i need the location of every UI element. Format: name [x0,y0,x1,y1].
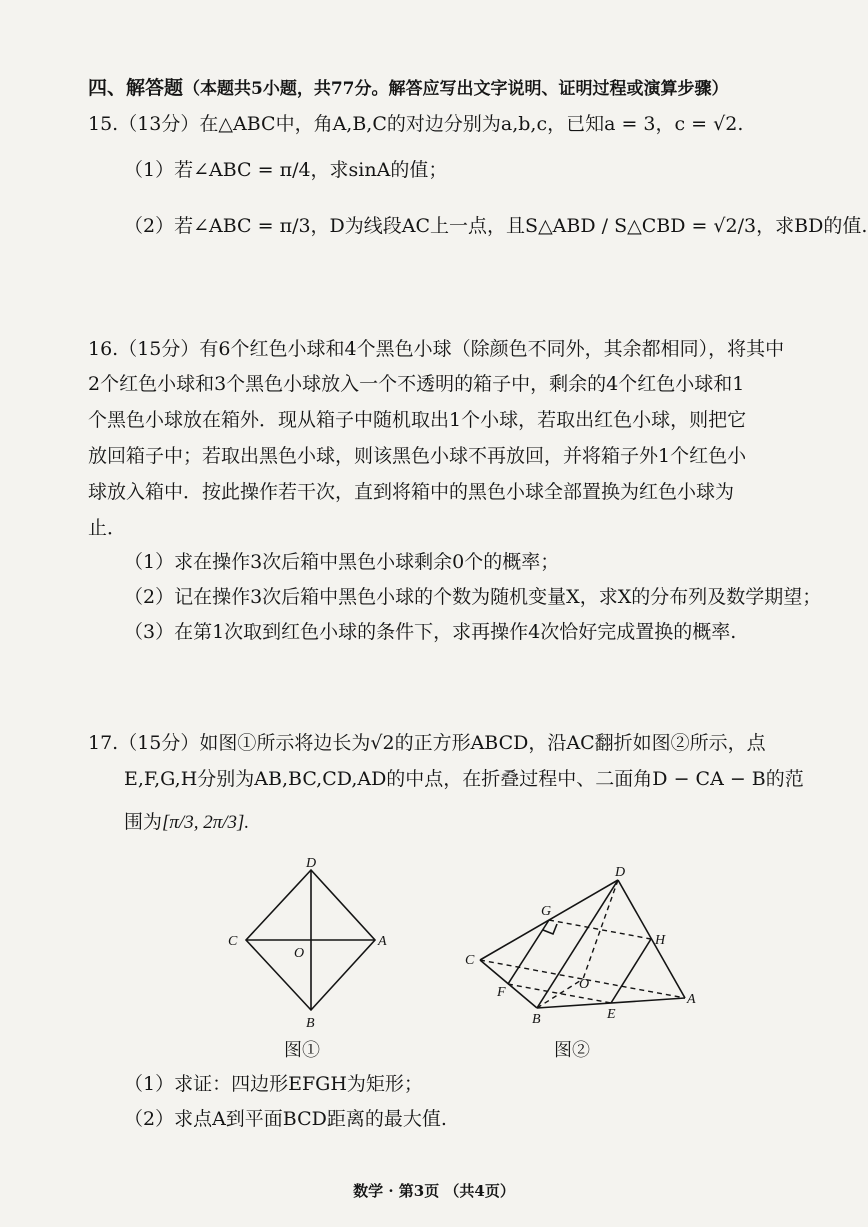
q15-part2: （2）若∠ABC = π/3，D为线段AC上一点，且S△ABD / S△CBD = √2/3，求BD的值. [124,215,868,237]
q15-intro: 15.（13分）在△ABC中，角A,B,C的对边分别为a,b,c，已知a = 3，c = √2. [88,113,744,135]
q16-part3: （3）在第1次取到红色小球的条件下，求再操作4次恰好完成置换的概率. [124,621,737,643]
section-note: （本题共5小题，共77分。解答应写出文字说明、证明过程或演算步骤） [183,79,729,99]
q17-line-1: 17.（15分）如图①所示将边长为√2的正方形ABCD，沿AC翻折如图②所示，点 [88,732,766,754]
q17-range: [π/3, 2π/3]. [162,812,250,833]
figure-1-label-c: C [228,934,238,949]
q16-line-1: 16.（15分）有6个红色小球和4个黑色小球（除颜色不同外，其余都相同），将其中 [88,338,785,360]
q16-line-6: 止． [88,517,127,539]
figure-2-label-o: O [579,977,590,992]
figure-2-label-c: C [465,953,475,968]
figure-2-label-b: B [532,1012,541,1027]
q17-part2: （2）求点A到平面BCD距离的最大值. [124,1108,447,1130]
figure-2-edge-bo-hidden [537,979,583,1008]
figure-2-label-d: D [615,865,626,880]
section-title: 四、解答题 [88,77,184,99]
figure-2-caption: 图② [554,1040,590,1061]
q16-part2: （2）记在操作3次后箱中黑色小球的个数为随机变量X，求X的分布列及数学期望； [124,586,822,608]
q17-line-2: E,F,G,H分别为AB,BC,CD,AD的中点，在折叠过程中、二面角D − CA − B的范 [124,768,804,790]
figure-2-edge-he [611,939,651,1003]
q15-part1: （1）若∠ABC = π/4，求sinA的值； [124,159,448,181]
figure-1-label-d: D [306,856,317,871]
figure-2-label-a: A [687,992,696,1007]
figure-2-edge-gh-hidden [549,920,651,939]
q17-line-3 [124,810,249,835]
q16-line-2: 2个红色小球和3个黑色小球放入一个不透明的箱子中，剩余的4个红色小球和1 [88,373,745,395]
figure-2-folded-diagram [455,860,710,1030]
q17-part1: （1）求证：四边形EFGH为矩形； [124,1073,423,1095]
figure-2-edge-do-hidden [583,880,618,979]
figure-2-edge-gf [508,920,549,984]
section-header [88,76,729,101]
page-footer: 数学 · 第3页 （共4页） [353,1182,515,1200]
figure-1-label-o: O [294,946,305,961]
q16-line-4: 放回箱子中；若取出黑色小球，则该黑色小球不再放回，并将箱子外1个红色小 [88,445,747,467]
q17-range-prefix: 围为 [124,811,163,833]
figure-2-label-f: F [497,985,506,1000]
figure-2-edge-db [537,880,618,1008]
q16-line-5: 球放入箱中．按此操作若干次，直到将箱中的黑色小球全部置换为红色小球为 [88,481,735,503]
figure-2-edge-fe-hidden [508,984,611,1003]
figure-1-caption: 图① [284,1040,320,1061]
q16-line-3: 个黑色小球放在箱外．现从箱子中随机取出1个小球，若取出红色小球，则把它 [88,409,747,431]
figure-1-label-b: B [306,1016,315,1031]
figure-2-label-h: H [655,933,666,948]
figure-1-label-a: A [378,934,387,949]
figure-2-label-e: E [607,1007,616,1022]
q16-part1: （1）求在操作3次后箱中黑色小球剩余0个的概率； [124,551,560,573]
figure-2-edge-da [618,880,685,998]
figure-1-square-diagram [220,855,400,1040]
figure-2-label-g: G [541,904,552,919]
